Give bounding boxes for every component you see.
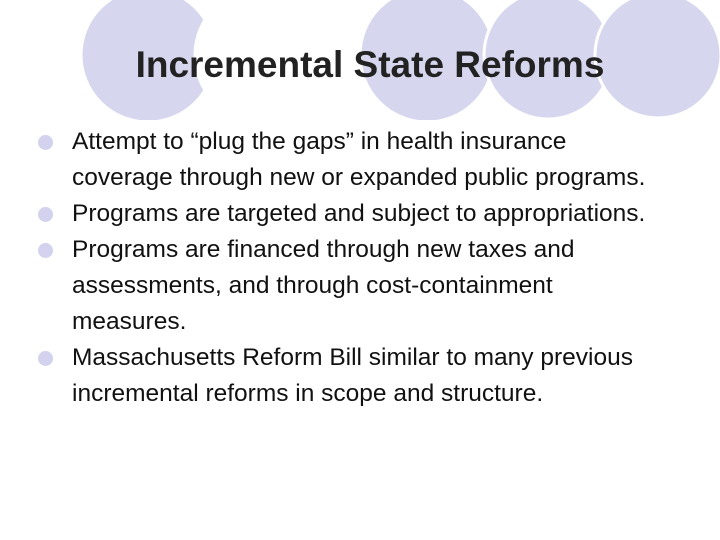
- bullet-item: [0, 124, 720, 196]
- bullet-text: Massachusetts Reform Bill similar to many previous incremental reforms in scope and structure.: [72, 344, 633, 407]
- bullet-text: Attempt to “plug the gaps” in health insurance coverage through new or expanded public programs.: [72, 128, 646, 191]
- bullet-item: [0, 232, 720, 340]
- bullet-dot-icon: [38, 351, 53, 366]
- bullet-item: [0, 340, 720, 412]
- bullet-list: [0, 124, 720, 412]
- slide-title: Incremental State Reforms: [135, 44, 605, 85]
- bullet-dot-icon: [38, 207, 53, 222]
- bullet-dot-icon: [38, 243, 53, 258]
- bullet-item: [0, 196, 720, 232]
- bullet-text: Programs are targeted and subject to appropriations.: [72, 200, 646, 227]
- bullet-text: Programs are financed through new taxes and assessments, and through cost-containment measures.: [72, 236, 575, 335]
- bullet-dot-icon: [38, 135, 53, 150]
